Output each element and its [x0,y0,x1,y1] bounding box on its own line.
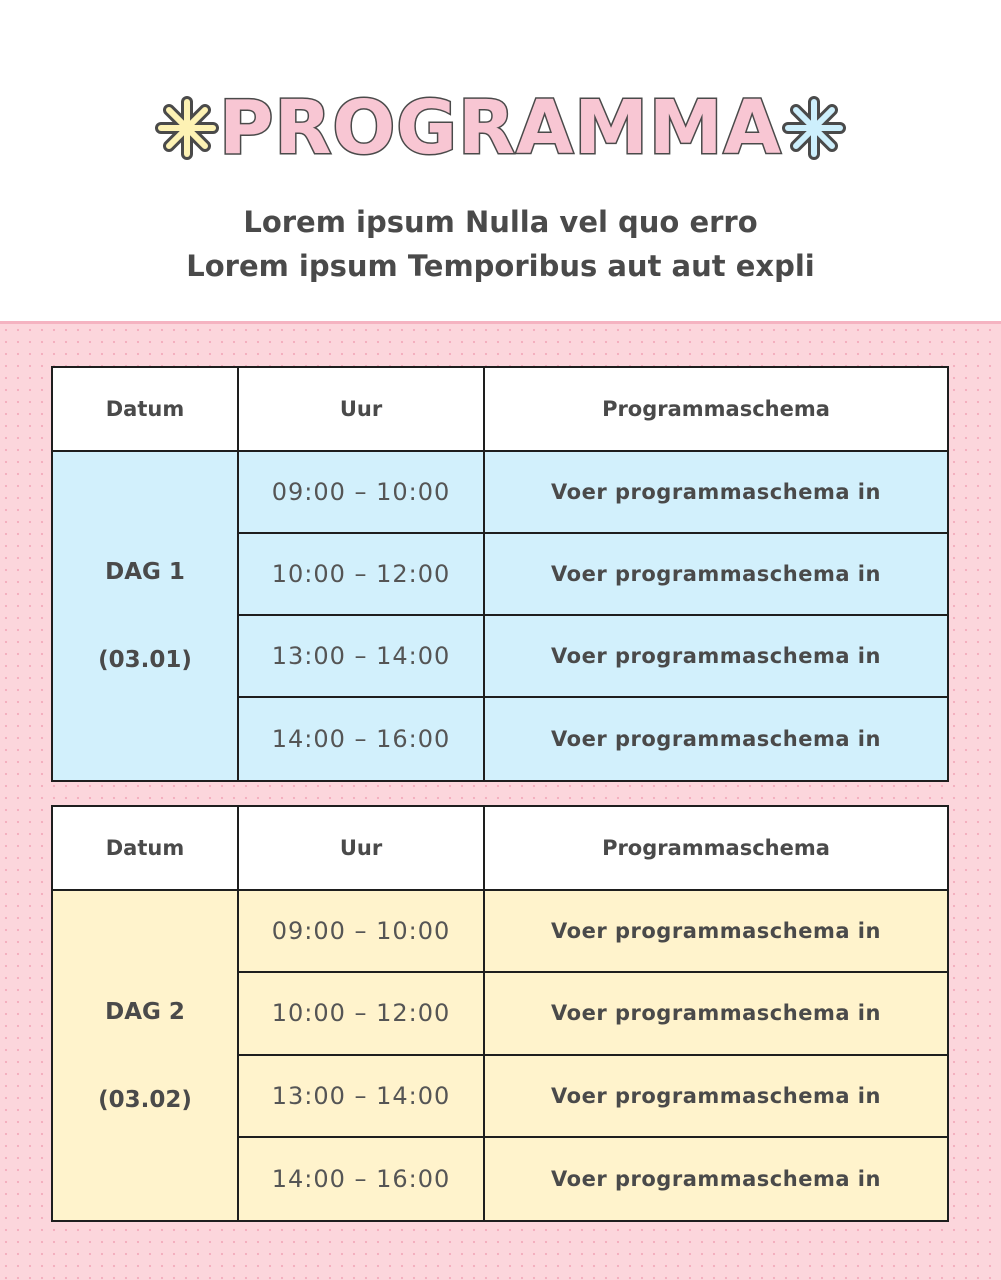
column-header-program: Programmaschema [485,807,947,891]
column-header-time: Uur [239,807,485,891]
day-date: (03.02) [98,1086,192,1113]
subtitle-line-1: Lorem ipsum Nulla vel quo erro [243,205,758,239]
day-label: DAG 2 [105,998,185,1025]
program-cell[interactable]: Voer programmaschema in [485,1056,947,1138]
time-cell: 10:00 – 12:00 [239,973,485,1055]
program-cell[interactable]: Voer programmaschema in [485,616,947,698]
title-row [0,82,1001,174]
time-cell: 09:00 – 10:00 [239,452,485,534]
header [0,0,1001,321]
program-cell[interactable]: Voer programmaschema in [485,891,947,973]
time-cell: 10:00 – 12:00 [239,534,485,616]
time-cell: 14:00 – 16:00 [239,698,485,780]
day-date: (03.01) [98,647,192,673]
day-cell [53,891,239,1220]
column-header-time: Uur [239,368,485,452]
column-header-program: Programmaschema [485,368,947,452]
schedule-table-day-2 [51,805,949,1222]
time-cell: 14:00 – 16:00 [239,1138,485,1220]
program-cell[interactable]: Voer programmaschema in [485,452,947,534]
time-cell: 13:00 – 14:00 [239,1056,485,1138]
schedule-table-day-1 [51,366,949,782]
asterisk-star-icon [782,96,846,160]
page-title: PROGRAMMA [219,85,782,171]
day-cell [53,452,239,780]
asterisk-star-icon [155,96,219,160]
program-cell[interactable]: Voer programmaschema in [485,698,947,780]
column-header-date: Datum [53,807,239,891]
program-cell[interactable]: Voer programmaschema in [485,534,947,616]
program-cell[interactable]: Voer programmaschema in [485,973,947,1055]
column-header-date: Datum [53,368,239,452]
program-cell[interactable]: Voer programmaschema in [485,1138,947,1220]
subtitle-line-2: Lorem ipsum Temporibus aut aut expli [186,249,815,283]
day-label: DAG 1 [105,559,185,585]
time-cell: 13:00 – 14:00 [239,616,485,698]
time-cell: 09:00 – 10:00 [239,891,485,973]
